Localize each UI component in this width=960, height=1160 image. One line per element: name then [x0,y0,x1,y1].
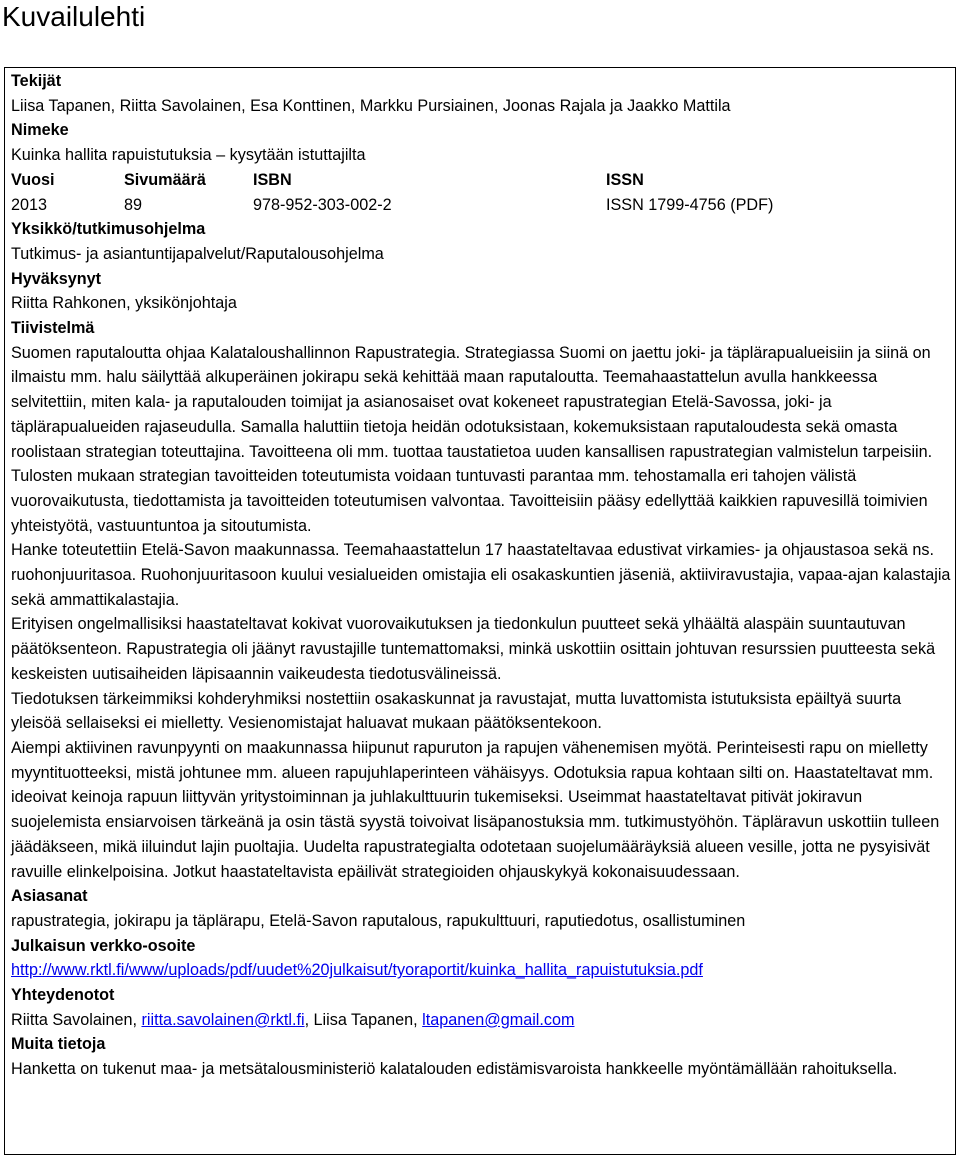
approved-value: Riitta Rahkonen, yksikönjohtaja [11,294,237,313]
approved-label: Hyväksynyt [11,269,101,288]
abstract-paragraph: Tiedotuksen tärkeimmiksi kohderyhmiksi nostettiin osakaskunnat ja ravustajat, mutta luvattomista istutuksista epäiltyä suurta yleisöä sellaiseksi ei mielletty. Vesienomistajat haluavat mukaan päätöksentekoon. [11,689,902,733]
publication-url-link[interactable]: http://www.rktl.fi/www/uploads/pdf/uudet%20julkaisut/tyoraportit/kuinka_hallita_rapuistutuksia.pdf [11,961,703,980]
description-sheet [4,67,956,1155]
unit-value: Tutkimus- ja asiantuntijapalvelut/Raputalousohjelma [11,244,384,263]
contact-email-link-1[interactable]: riitta.savolainen@rktl.fi [141,1010,305,1029]
contact-name-2: , Liisa Tapanen, [304,1010,423,1029]
title-label: Nimeke [11,121,69,140]
contacts-row [11,1008,951,1033]
keywords-label: Asiasanat [11,887,88,906]
meta-row-labels [11,168,951,193]
keywords-value: rapustrategia, jokirapu ja täplärapu, Etelä-Savon raputalous, rapukulttuuri, raputiedotus, osallistuminen [11,911,746,930]
issn-label: ISSN [606,170,644,189]
other-info-label: Muita tietoja [11,1035,106,1054]
page-title: Kuvailulehti [2,1,146,32]
contact-email-link-2[interactable]: ltapanen@gmail.com [422,1010,575,1029]
contact-name-1: Riitta Savolainen, [11,1010,142,1029]
abstract-paragraph: Aiempi aktiivinen ravunpyynti on maakunnassa hiipunut rapuruton ja rapujen vähenemisen myötä. Perinteisesti rapu on mielletty myyntituotteeksi, mistä johtunee mm. alueen rapujuhlaperinteen vähäisyys. Odotuksia rapua kohtaan silti on. Haastateltavat mm. ideoivat keinoja rapuun liittyvän yritystoiminnan ja juhlakulttuurin tukemiseksi. Useimmat haastateltavat pitivät jokiravun suojelemista ensiarvoisen tärkeänä ja osin tästä syystä toivoivat lisäpanostuksia mm. tutkimustyöhön. Täpläravun uskottiin tulleen jäädäkseen, mikä iiluindut lajin puoltajia. Uudelta rapustrategialta odotetaan suojelumääräyksiä alueen vesille, jotta ne pysyisivät ravuille elinkelpoisina. Jotkut haastateltavista epäilivät strategioiden ohjauskykyä kokonaisuudessaan. [11,738,940,881]
year-value: 2013 [11,195,48,214]
year-label: Vuosi [11,170,55,189]
web-address-label: Julkaisun verkko-osoite [11,936,196,955]
authors-value: Liisa Tapanen, Riitta Savolainen, Esa Konttinen, Markku Pursiainen, Joonas Rajala ja Jaakko Mattila [11,96,731,115]
web-address-row [11,958,951,983]
abstract-paragraph: Suomen raputaloutta ohjaa Kalataloushallinnon Rapustrategia. Strategiassa Suomi on jaettu joki- ja täplärapualueisiin ja siinä on ilmaistu mm. halu säilyttää alkuperäinen jokirapu sekä kehittää maan raputaloutta. Teemahaastattelun avulla hankkeessa selvitettiin, miten kala- ja raputalouden toimijat ja asianosaiset ovat kokeneet rapustrategian Etelä-Savossa, joki- ja täplärapualueiden rajaseudulla. Samalla haluttiin tietoja heidän odotuksistaan, kokemuksistaan raputaloudesta sekä omasta roolistaan strategian toteuttajina. Tavoitteena oli mm. tuottaa taustatietoa uuden kansallisen rapustrategian valmistelun tarpeisiin. Tulosten mukaan strategian tavoitteiden toteutumista voidaan tuntuvasti parantaa mm. tehostamalla eri tahojen välistä vuorovaikutusta, tiedottamista ja tavoitteiden toteutumisen valvontaa. Tavoitteisiin pääsy edellyttää kaikkien rapuvesillä toimivien yhteistyötä, vastuuntuntoa ja sitoutumista. [11,343,933,535]
abstract-text [11,341,951,884]
issn-value: ISSN 1799-4756 (PDF) [606,195,774,214]
meta-row-values [11,193,951,218]
authors-label: Tekijät [11,72,62,90]
other-info-value: Hanketta on tukenut maa- ja metsätalousministeriö kalatalouden edistämisvaroista hankkeelle myöntämällään rahoituksella. [11,1060,898,1079]
isbn-value: 978-952-303-002-2 [253,195,392,214]
contacts-label: Yhteydenotot [11,986,115,1005]
unit-label: Yksikkö/tutkimusohjelma [11,220,206,239]
pages-label: Sivumäärä [124,170,206,189]
pages-value: 89 [124,195,143,214]
abstract-paragraph: Erityisen ongelmallisiksi haastateltavat kokivat vuorovaikutuksen ja tiedonkulun puutteet sekä ylhäältä alaspäin suuntautuvan päätöksenteon. Rapustrategia oli jäänyt ravustajille tuntemattomaksi, minkä uskottiin osittain johtuvan resurssien puutteesta sekä keskeisten uutisaiheiden läpisaannin vaikeudesta tiedotusvälineissä. [11,615,936,683]
abstract-paragraph: Hanke toteutettiin Etelä-Savon maakunnassa. Teemahaastattelun 17 haastateltavaa edustivat virkamies- ja ohjaustasoa sekä ns. ruohonjuuritasoa. Ruohonjuuritasoon kuului vesialueiden omistajia eli osakaskuntien jäseniä, aktiiviravustajia, vapaa-ajan kalastajia sekä ammattikalastajia. [11,541,951,609]
isbn-label: ISBN [253,170,292,189]
title-value: Kuinka hallita rapuistutuksia – kysytään istuttajilta [11,146,366,165]
abstract-label: Tiivistelmä [11,319,95,338]
